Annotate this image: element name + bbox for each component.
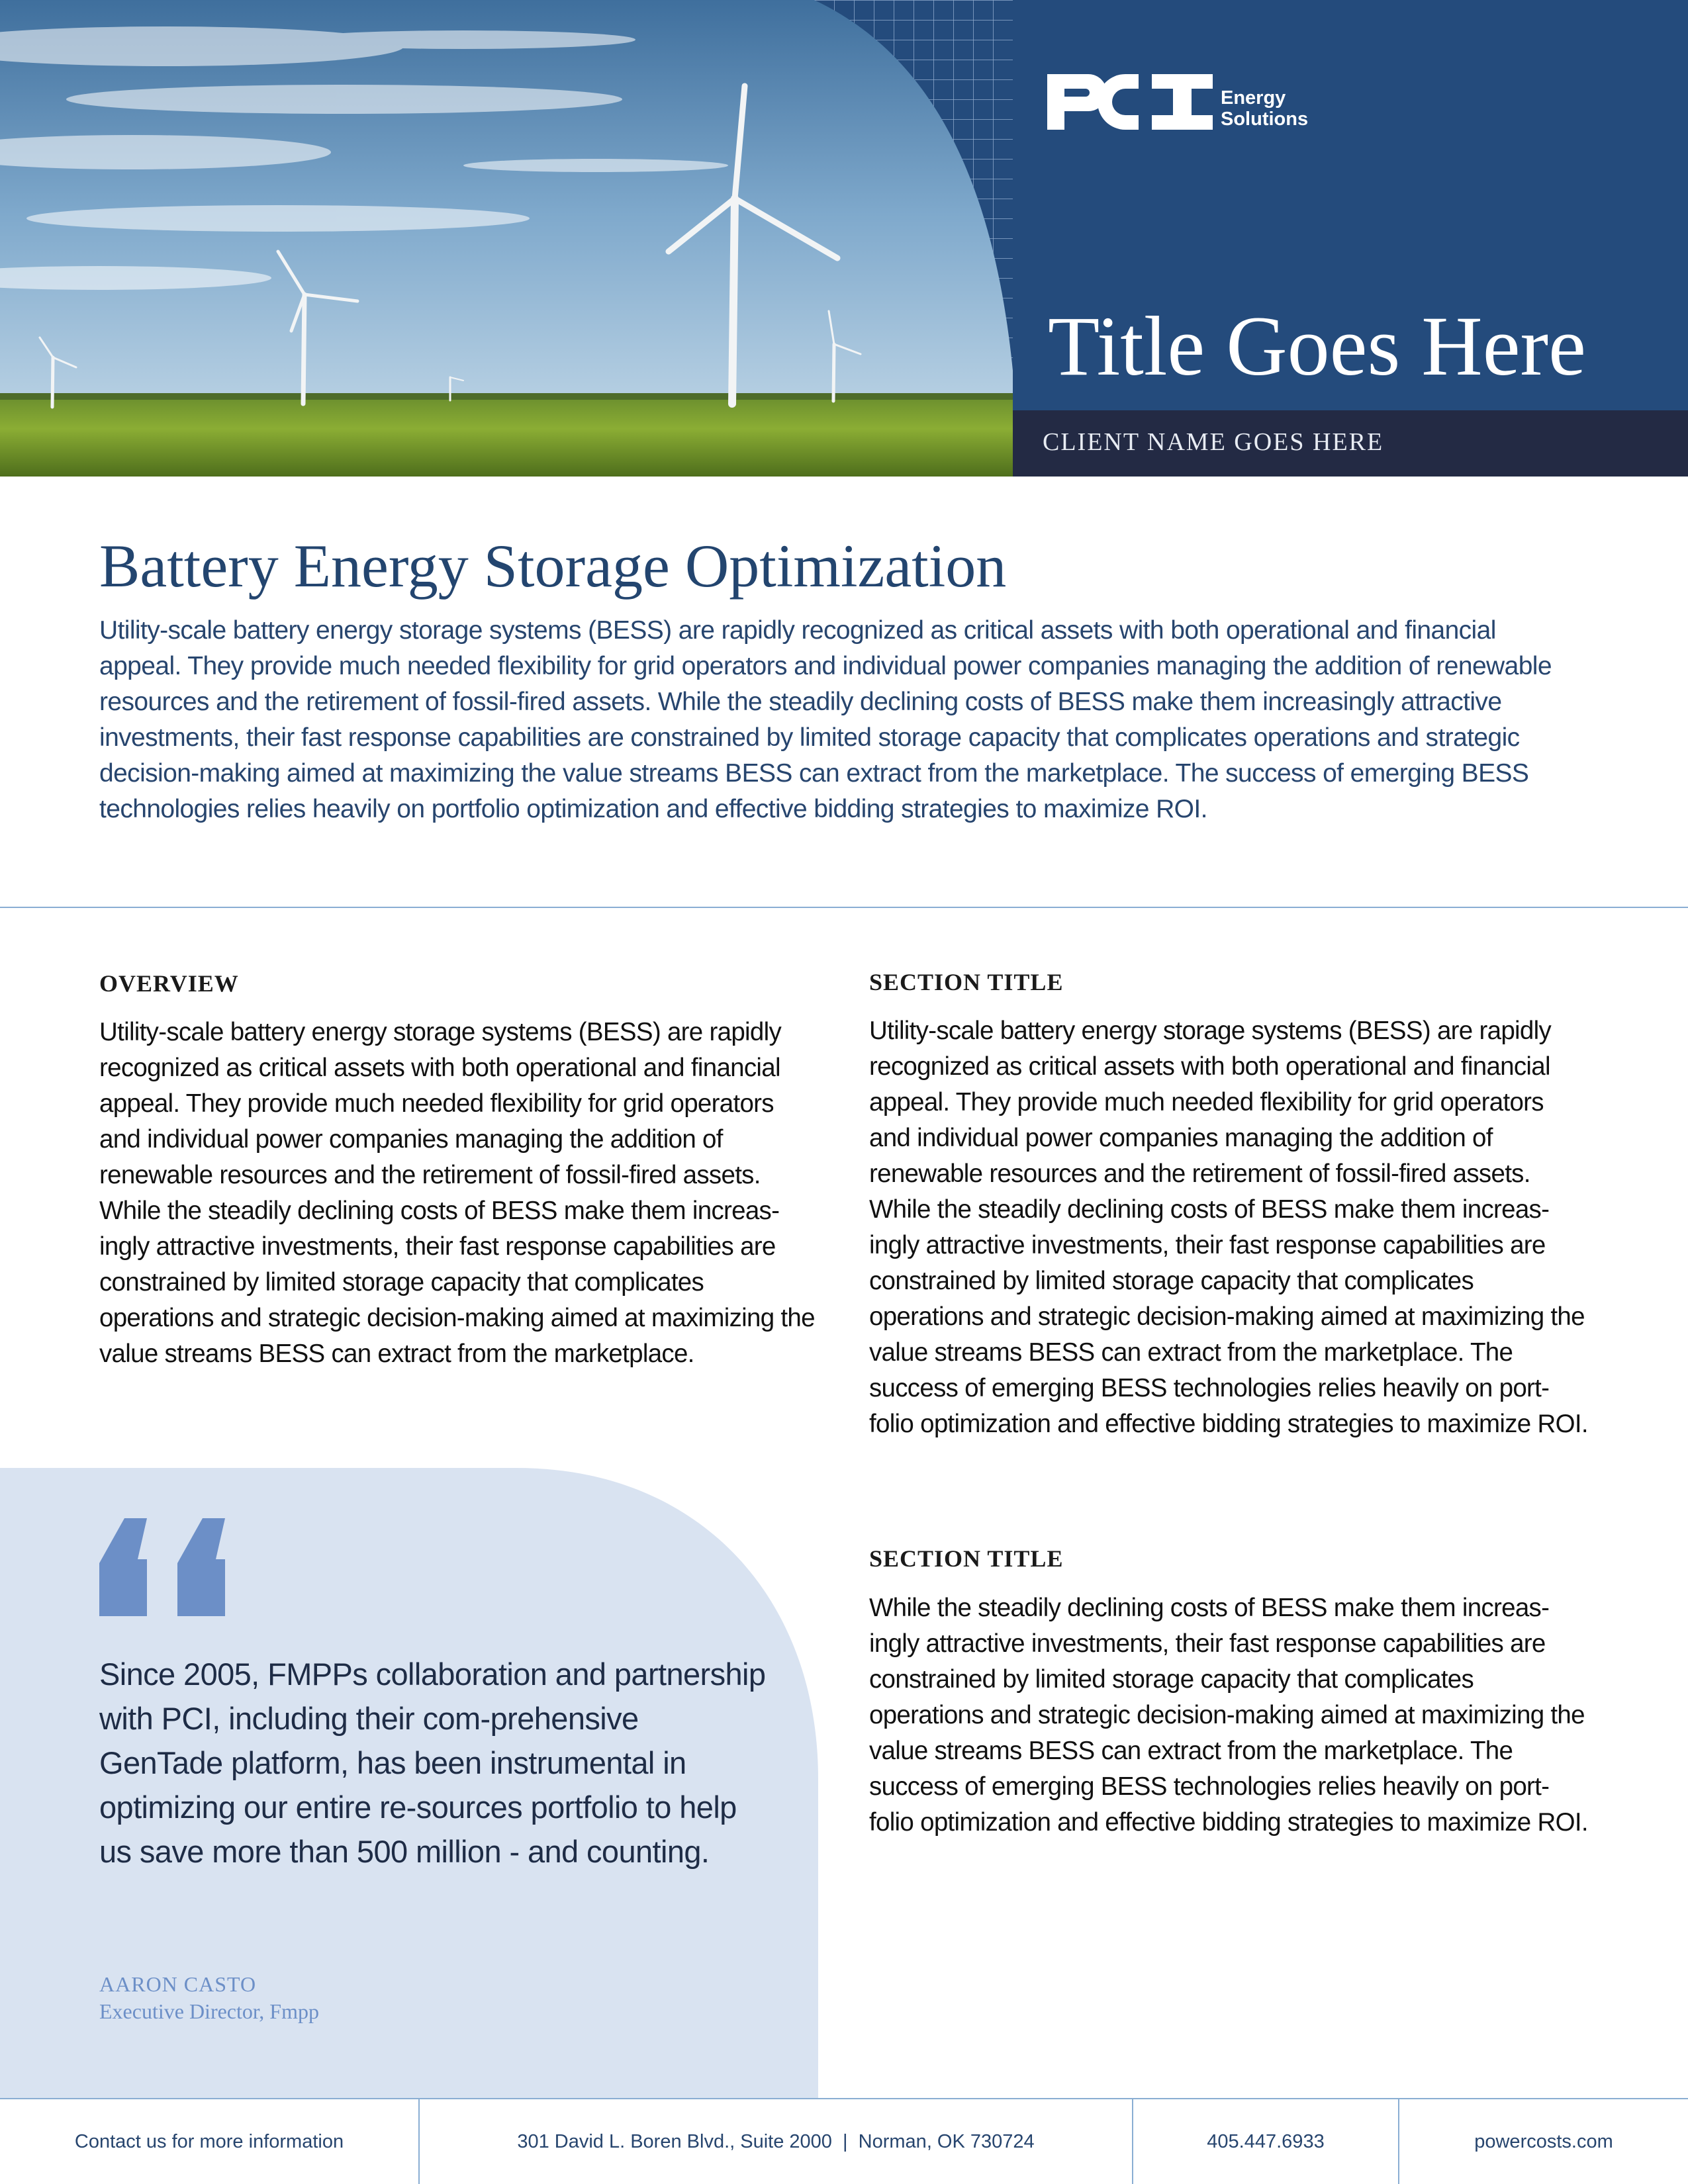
quote-author-role: Executive Director, Fmpp (99, 1999, 319, 2023)
document-title: Title Goes Here (1048, 299, 1586, 393)
hero-header (0, 0, 1688, 477)
contact-link[interactable]: Contact us for more information (74, 2130, 344, 2152)
address-text: 301 David L. Boren Blvd., Suite 2000 | Norman, OK 730724 (517, 2130, 1035, 2152)
testimonial-quote: Since 2005, FMPPs collaboration and partnership with PCI, including their com-prehensive GenTade platform, has been instrumental in optimizing our entire re-sources portfolio to help us save more than 500 million - and counting. (99, 1657, 766, 1869)
logo-tagline-solutions: Solutions (1221, 109, 1309, 130)
quote-author: AARON CASTO (99, 1972, 257, 1996)
footer (0, 2098, 1688, 2184)
section-1-body: Utility-scale battery energy storage systems (BESS) are rapidly recognized as critical assets with both operational and financial appeal. They provide much needed flexibility for grid operators and individual power companies managing the addition of renewable resources and the retirement of fossil-fired assets. While the steadily declining costs of BESS make them increas-ingly attractive investments, their fast response capabilities are constrained by limited storage capacity that complicates operations and strategic decision-making aimed at maximizing the value streams BESS can extract from the marketplace. The success of emerging BESS technologies relies heavily on port-folio optimization and effective bidding strategies to maximize ROI. (869, 1017, 1588, 1438)
quotation-mark-icon (99, 1518, 225, 1616)
website-link[interactable]: powercosts.com (1474, 2130, 1613, 2152)
footer-address (420, 2099, 1132, 2184)
pci-wordmark-icon (1047, 69, 1213, 135)
section-divider (0, 907, 1688, 908)
phone-link[interactable]: 405.447.6933 (1207, 2130, 1325, 2152)
footer-contact[interactable] (0, 2099, 418, 2184)
overview-body: Utility-scale battery energy storage systems (BESS) are rapidly recognized as critical assets with both operational and financial appeal. They provide much needed flexibility for grid operators and individual power companies managing the addition of renewable resources and the retirement of fossil-fired assets. While the steadily declining costs of BESS make them increas-ingly attractive investments, their fast response capabilities are constrained by limited storage capacity that complicates operations and strategic decision-making aimed at maximizing the value streams BESS can extract from the marketplace. (99, 1018, 815, 1368)
client-name: CLIENT NAME GOES HERE (1043, 428, 1384, 456)
logo-tagline-energy: Energy (1221, 87, 1286, 109)
section-2-body: While the steadily declining costs of BESS make them increas-ingly attractive investments, their fast response capabilities are constrained by limited storage capacity that complicates operations and strategic decision-making aimed at maximizing the value streams BESS can extract from the marketplace. The success of emerging BESS technologies relies heavily on port-folio optimization and effective bidding strategies to maximize ROI. (869, 1594, 1588, 1837)
footer-phone[interactable] (1133, 2099, 1398, 2184)
section-2-title: SECTION TITLE (869, 1545, 1064, 1572)
intro-paragraph: Utility-scale battery energy storage systems (BESS) are rapidly recognized as critical assets with both operational and financial appeal. They provide much needed flexibility for grid operators and individual power companies managing the addition of renewable resources and the retirement of fossil-fired assets. While the steadily declining costs of BESS make them increasingly attractive investments, their fast response capabilities are constrained by limited storage capacity that complicates operations and strategic decision-making aimed at maximizing the value streams BESS can extract from the marketplace. The success of emerging BESS technologies relies heavily on portfolio optimization and effective bidding strategies to maximize ROI. (99, 616, 1552, 823)
intro-heading: Battery Energy Storage Optimization (99, 532, 1007, 600)
wind-farm-photo (0, 0, 1013, 477)
section-1-title: SECTION TITLE (869, 969, 1064, 995)
pci-logo[interactable] (1047, 69, 1325, 135)
footer-website[interactable] (1399, 2099, 1688, 2184)
overview-title: OVERVIEW (99, 970, 239, 997)
